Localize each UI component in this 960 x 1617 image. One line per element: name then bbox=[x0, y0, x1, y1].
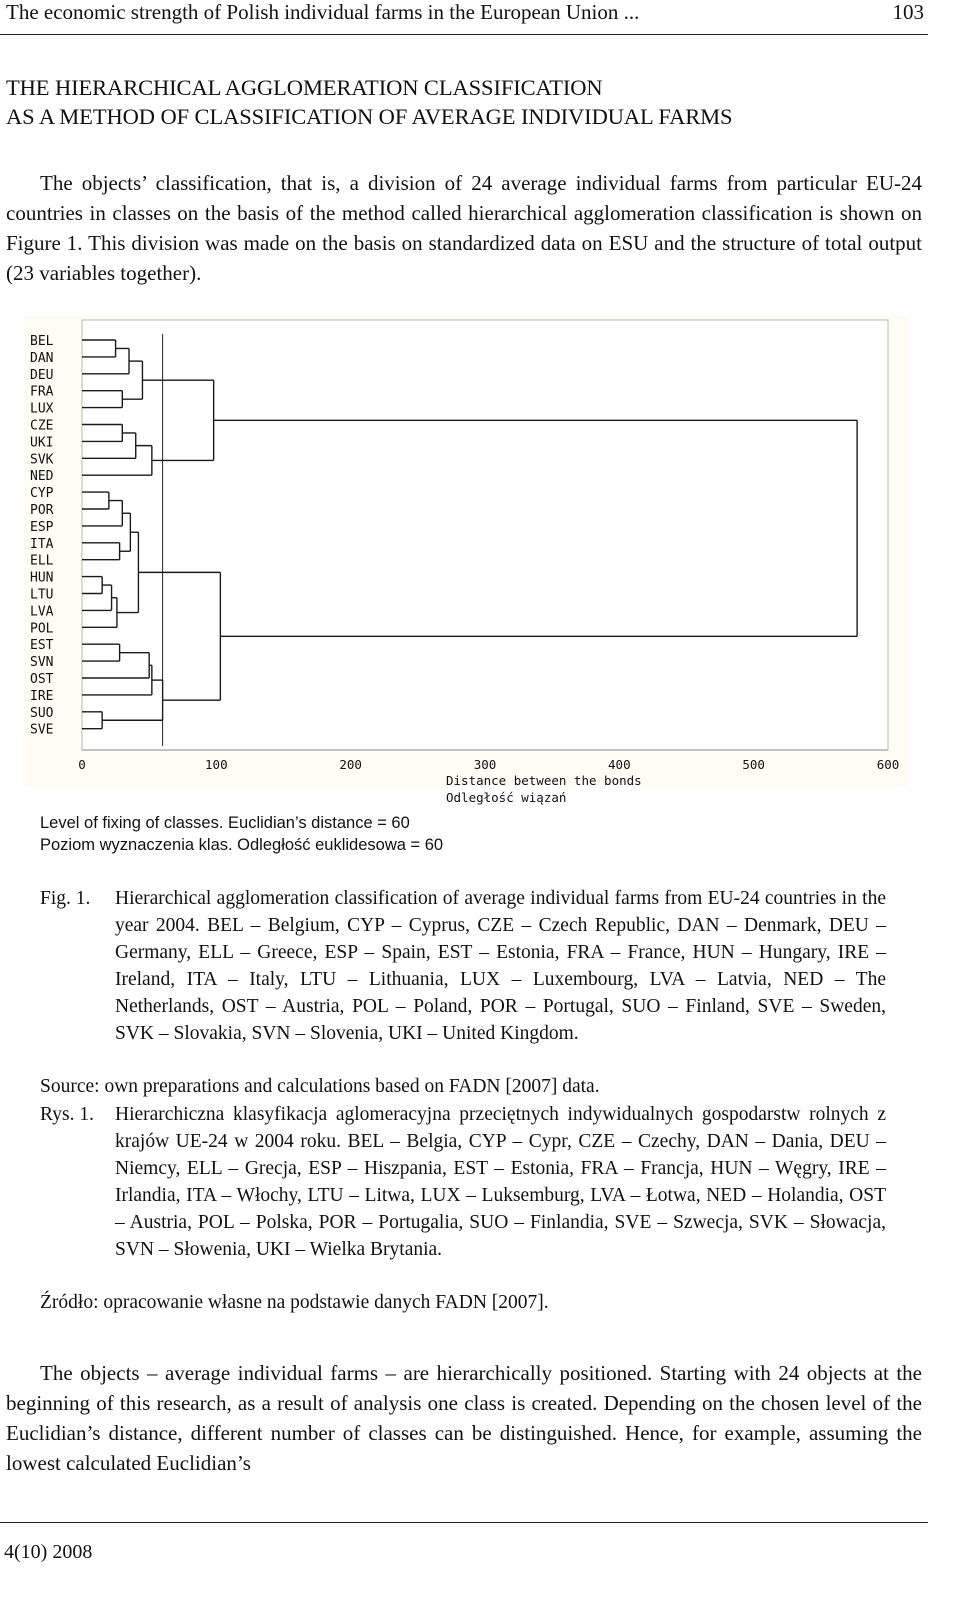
x-tick-label: 300 bbox=[473, 757, 497, 772]
leaf-label: DEU bbox=[30, 367, 54, 383]
figure-caption-pl-text: Hierarchiczna klasyfikacja aglomeracyjna przeciętnych indywidualnych gospodarstw rolnych z krajów UE-24 w 2004 roku. BEL – Belgia, CYP – Cypr, CZE – Czechy, DAN – Dania, DEU – Niemcy, ELL – Grecja, ESP – Hiszpania, EST – Estonia, FRA – Francja, HUN – Węgry, IRE – Irlandia, ITA – Włochy, LTU – Litwa, LUX – Luksemburg, LVA – Łotwa, NED – Holandia, OST – Austria, POL – Polska, POR – Portugalia, SUO – Finlandia, SVE – Szwecja, SVK – Słowacja, SVN – Słowenia, UKI – Wielka Brytania. bbox=[115, 1104, 886, 1260]
leaf-label: POR bbox=[30, 503, 54, 518]
section-title-line-1: THE HIERARCHICAL AGGLOMERATION CLASSIFICATION bbox=[6, 75, 603, 100]
figure-source-en: Source: own preparations and calculations based on FADN [2007] data. bbox=[40, 1076, 600, 1097]
x-tick-label: 400 bbox=[608, 757, 631, 772]
x-tick-label: 100 bbox=[205, 757, 228, 772]
leaf-label: NED bbox=[30, 469, 54, 485]
x-axis-label-pl: Odległość wiązań bbox=[446, 790, 567, 805]
figure-caption-en-text: Hierarchical agglomeration classification of average individual farms from EU-24 countries in the year 2004. BEL – Belgium, CYP – Cyprus, CZE – Czech Republic, DAN – Denmark, DEU – Germany, ELL – Greece, ESP – Spain, EST – Estonia, FRA – France, HUN – Hungary, IRE – Ireland, ITA – Italy, LTU – Lithuania, LUX – Luxembourg, LVA – Latvia, NED – The Netherlands, OST – Austria, POL – Poland, POR – Portugal, SUO – Finland, SVE – Sweden, SVK – Slovakia, SVN – Slovenia, UKI – United Kingdom. bbox=[115, 888, 886, 1044]
leaf-label: ITA bbox=[30, 536, 54, 552]
leaf-label: DAN bbox=[30, 350, 54, 366]
leaf-label: ESP bbox=[30, 519, 54, 535]
issue-number: 4(10) 2008 bbox=[4, 1541, 93, 1563]
leaf-label: IRE bbox=[30, 688, 54, 704]
leaf-label: CYP bbox=[30, 486, 54, 502]
dendrogram-chart bbox=[24, 316, 908, 786]
leaf-label: UKI bbox=[30, 435, 54, 451]
figure-source-pl: Źródło: opracowanie własne na podstawie danych FADN [2007]. bbox=[40, 1292, 549, 1313]
leaf-label: CZE bbox=[30, 418, 54, 434]
figure-caption-en-label: Fig. 1. bbox=[40, 888, 91, 909]
x-tick-label: 0 bbox=[78, 757, 86, 772]
leaf-label: ELL bbox=[30, 553, 54, 569]
leaf-label: BEL bbox=[30, 334, 54, 349]
plot-area bbox=[82, 320, 888, 750]
leaf-label: SVK bbox=[30, 452, 54, 468]
cut-level-note-en: Level of fixing of classes. Euclidian’s distance = 60 bbox=[40, 814, 410, 832]
x-tick-label: 500 bbox=[742, 757, 765, 772]
page-number: 103 bbox=[892, 0, 924, 24]
figure-caption-pl-label: Rys. 1. bbox=[40, 1104, 94, 1125]
x-tick-label: 200 bbox=[339, 757, 362, 772]
leaf-label: SVN bbox=[30, 655, 54, 671]
leaf-label: LUX bbox=[30, 401, 54, 417]
leaf-label: FRA bbox=[30, 384, 54, 400]
page-footer bbox=[0, 1522, 928, 1563]
leaf-label: EST bbox=[30, 638, 54, 654]
cut-level-note-pl: Poziom wyznaczenia klas. Odległość euklidesowa = 60 bbox=[40, 836, 444, 854]
leaf-label: HUN bbox=[30, 570, 54, 586]
section-title bbox=[6, 73, 926, 131]
leaf-label: LTU bbox=[30, 587, 54, 603]
x-tick-label: 600 bbox=[876, 757, 900, 772]
section-title-line-2: AS A METHOD OF CLASSIFICATION OF AVERAGE INDIVIDUAL FARMS bbox=[6, 104, 733, 129]
leaf-label: SVE bbox=[30, 722, 54, 738]
figure-caption-pl bbox=[40, 1101, 886, 1263]
leaf-label: POL bbox=[30, 621, 54, 637]
intro-paragraph: The objects’ classification, that is, a division of 24 average individual farms from particular EU-24 countries in classes on the basis of the method called hierarchical agglomeration classification is shown on Figure 1. This division was made on the basis on standardized data on ESU and the structure of total output (23 variables together). bbox=[6, 171, 922, 285]
figure-caption-en bbox=[40, 885, 886, 1047]
x-axis-label: Distance between the bonds bbox=[446, 773, 642, 786]
running-header bbox=[0, 0, 928, 35]
leaf-label: OST bbox=[30, 672, 54, 687]
running-title: The economic strength of Polish individual farms in the European Union ... bbox=[6, 0, 640, 24]
leaf-label: SUO bbox=[30, 705, 54, 721]
body-paragraph: The objects – average individual farms – are hierarchically positioned. Starting with 24 objects at the beginning of this research, as a result of analysis one class is created. Depending on the chosen level of the Euclidian’s distance, different number of classes can be distinguished. Hence, for example, assuming the lowest calculated Euclidian’s bbox=[6, 1361, 922, 1475]
leaf-label: LVA bbox=[30, 604, 54, 620]
